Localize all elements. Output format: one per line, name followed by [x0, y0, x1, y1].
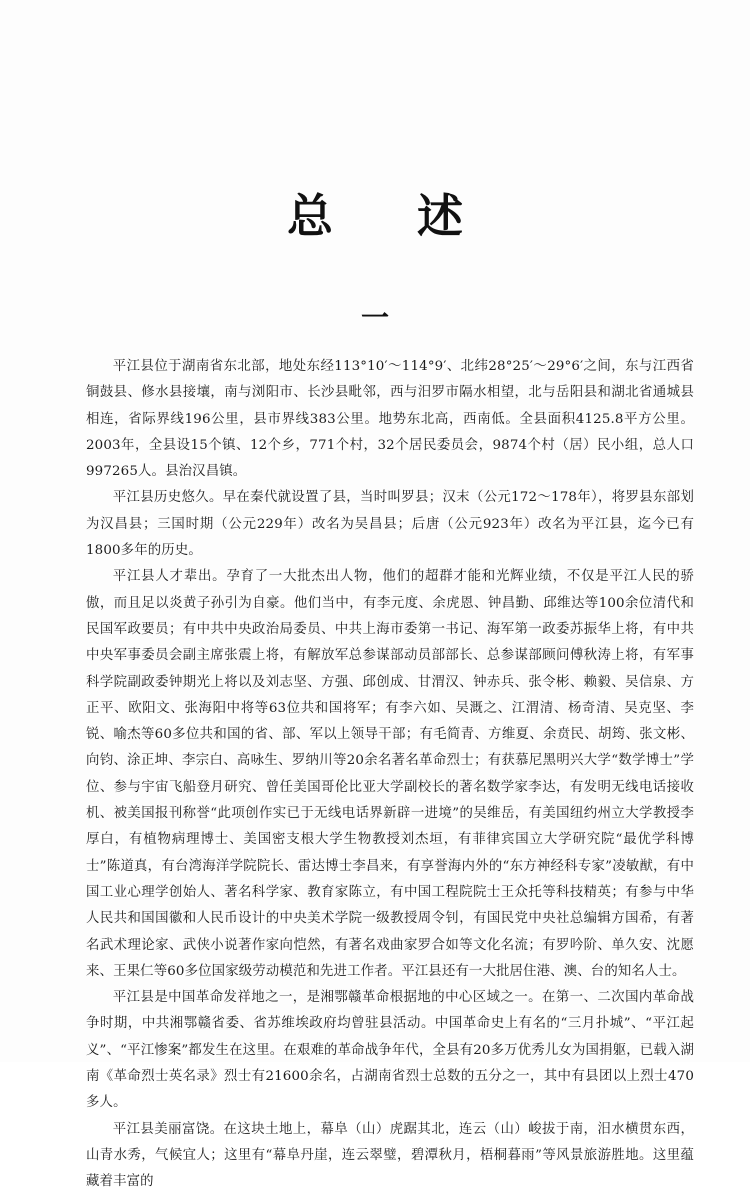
paragraph-revolution: 平江县是中国革命发祥地之一，是湘鄂赣革命根据地的中心区域之一。在第一、二次国内革命战争时期，中共湘鄂赣省委、省苏维埃政府均曾驻县活动。中国革命史上有名的“三月扑城”、“平江起义”、“平江惨案”都发生在这里。在艰难的革命战争年代，全县有20多万优秀儿女为国捐躯，已载入湖南《革命烈士英名录》烈士有21600余名，占湖南省烈士总数的五分之一，其中有县团以上烈士470多人。 — [86, 990, 694, 1111]
body-text — [86, 354, 694, 1196]
paragraph-scenery: 平江县美丽富饶。在这块土地上，幕阜（山）虎踞其北，连云（山）峻拔于南，汨水横贯东西，山青水秀，气候宜人；这里有“幕阜丹崖，连云翠璧，碧潭秋月，梧桐暮雨”等风景旅游胜地。这里蕴藏着丰富的 — [86, 1121, 694, 1190]
paragraph-people: 平江县人才辈出。孕育了一大批杰出人物，他们的超群才能和光辉业绩，不仅是平江人民的骄傲，而且足以炎黄子孙引为自豪。他们当中，有李元度、余虎恩、钟昌勤、邱维达等100余位清代和民国军政要员；有中共中央政治局委员、中共上海市委第一书记、海军第一政委苏振华上将，有中共中央军事委员会副主席张震上将，有解放军总参谋部动员部部长、总参谋部顾问傅秋涛上将，有军事科学院副政委钟期光上将以及刘志坚、方强、邱创成、甘渭汉、钟赤兵、张令彬、赖毅、吴信泉、方正平、欧阳文、张海阳中将等63位共和国将军；有李六如、吴溉之、江渭清、杨奇清、吴克坚、李锐、喻杰等60多位共和国的省、部、军以上领导干部；有毛简青、方维夏、余贲民、胡筠、张文彬、向钧、涂正坤、李宗白、高咏生、罗纳川等20余名著名革命烈士；有获慕尼黑明兴大学“数学博士”学位、参与宇宙飞船登月研究、曾任美国哥伦比亚大学副校长的著名数学家李达，有发明无线电话接收机、被美国报刊称誉“此项创作实已于无线电话界新辟一进境”的吴维岳，有美国纽约州立大学教授李厚白，有植物病理博士、美国密支根大学生物教授刘杰垣，有菲律宾国立大学研究院“最优学科博士”陈道真，有台湾海洋学院院长、雷达博士李昌来，有享誉海内外的“东方神经科专家”凌敏猷，有中国工业心理学创始人、著名科学家、教育家陈立，有中国工程院院士王众托等科技精英；有参与中华人民共和国国徽和人民币设计的中央美术学院一级教授周令钊，有国民党中央社总编辑方国希，有著名武术理论家、武侠小说著作家向恺然，有著名戏曲家罗合如等文化名流；有罗吟阶、单久安、沈愿来、王果仁等60多位国家级劳动模范和先进工作者。平江县还有一大批居住港、澳、台的知名人士。 — [86, 569, 694, 979]
paragraph-history: 平江县历史悠久。早在秦代就设置了县，当时叫罗县；汉末（公元172～178年），将罗县东部划为汉昌县；三国时期（公元229年）改名为吴昌县；后唐（公元923年）改名为平江县，迄今已有1800多年的历史。 — [86, 490, 694, 559]
section-number: 一 — [360, 301, 389, 334]
paragraph-location: 平江县位于湖南省东北部，地处东经113°10′～114°9′、北纬28°25′～29°6′之间，东与江西省铜鼓县、修水县接壤，南与浏阳市、长沙县毗邻，西与汨罗市隔水相望，北与岳阳县和湖北省通城县相连，省际界线196公里，县市界线383公里。地势东北高，西南低。全县面积4125.8平方公里。2003年，全县设15个镇、12个乡，771个村，32个居民委员会，9874个村（居）民小组，总人口997265人。县治汉昌镇。 — [86, 359, 694, 480]
page-title: 总 述 — [286, 189, 497, 243]
